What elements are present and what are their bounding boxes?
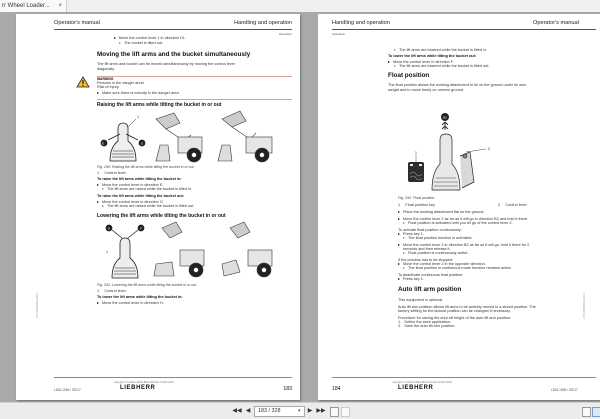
figure-291 xyxy=(96,220,296,280)
result: The lift arms are lowered while the bucket is tilted in. xyxy=(394,48,487,53)
tab-title: rr Wheel Loader... xyxy=(2,3,50,9)
result: The lift arms are lowered while the bucket is tilted out. xyxy=(394,64,489,69)
result: The lift arms are raised while the bucket is tilted in. xyxy=(102,187,192,192)
footer-doc-number: L526-1556 / 39217 xyxy=(551,388,578,392)
svg-text:1: 1 xyxy=(106,250,108,254)
side-document-id: LBH/12345678/EN/2019 xyxy=(583,293,586,319)
svg-text:2: 2 xyxy=(488,147,490,151)
result: Float position is continuously active. xyxy=(403,251,469,256)
tab-bar xyxy=(0,0,600,12)
step: Place the working attachment flat on the ground. xyxy=(398,210,484,215)
subsection-title: To raise the lift arms while tilting the bucket in: xyxy=(97,177,182,181)
last-page-button[interactable]: ▶▶ xyxy=(316,408,326,414)
legend-item: 2 Control lever xyxy=(498,203,527,207)
paragraph: factory setting for the kickout position can be changed if necessary. xyxy=(398,309,511,313)
header-left: Handling and operation xyxy=(332,20,390,26)
warning-text: Risk of injury. xyxy=(97,85,120,89)
step: Move the control lever in direction H. xyxy=(97,301,164,306)
close-tab-icon[interactable]: × xyxy=(58,3,62,9)
single-page-view-icon[interactable] xyxy=(582,407,591,417)
header-left: Operator's manual xyxy=(54,20,100,26)
page-number: 183 xyxy=(283,386,292,392)
figure-290 xyxy=(96,109,296,164)
svg-text:1: 1 xyxy=(137,115,139,119)
page-dropdown-icon[interactable]: ▾ xyxy=(298,408,301,414)
warning-text: Persons in the danger area! xyxy=(97,81,144,85)
svg-text:G: G xyxy=(140,141,144,146)
header-right: Handling and operation xyxy=(234,20,292,26)
heading-raise: Raising the lift arms while tilting the bucket in or out xyxy=(97,102,222,108)
page-number: 184 xyxy=(332,386,341,392)
step: Move the control lever in direction E. xyxy=(97,183,163,188)
svg-text:H: H xyxy=(107,226,111,231)
header-rule xyxy=(332,29,596,30)
loader-illustration-1 xyxy=(156,113,202,162)
liebherr-logo: LIEBHERR xyxy=(398,385,434,391)
paragraph: Auto lift arm position allows lift arms to be actively moved to a stored position. The xyxy=(398,305,536,309)
step: Move the control lever in direction F. xyxy=(388,60,454,65)
paragraph: diagonally. xyxy=(97,67,115,71)
subsection-title: To activate float position continuously: xyxy=(398,228,462,232)
legend-item: 1 Float position key xyxy=(398,203,435,207)
subheader: Operation xyxy=(332,32,346,36)
liebherr-logo: LIEBHERR xyxy=(120,385,156,391)
step: Move the control lever 2 as far as it will go in direction B2 and hold it there. xyxy=(398,217,528,222)
float-key-illustration xyxy=(408,162,424,182)
page-183 xyxy=(16,14,300,400)
heading-lower: Lowering the lift arms while tilting the bucket in or out xyxy=(97,213,226,219)
header-right: Operator's manual xyxy=(533,20,579,26)
paragraph: This equipment is optional. xyxy=(398,298,444,302)
footer-copyright: copyright © Liebherr-Werk Bischofshofen GmbH 2019 xyxy=(114,381,174,384)
loader-illustration-2 xyxy=(218,111,272,162)
footer-rule xyxy=(54,377,292,378)
heading-auto-lift: Auto lift arm position xyxy=(398,286,462,293)
navigation-toolbar xyxy=(0,402,600,419)
first-page-button[interactable]: ◀◀ xyxy=(232,408,242,414)
step: Press key 1. xyxy=(398,232,424,237)
svg-text:F: F xyxy=(140,226,142,231)
subheader: Operation xyxy=(278,32,292,36)
svg-text:1: 1 xyxy=(415,151,417,155)
svg-text:E: E xyxy=(101,141,105,146)
header-rule xyxy=(54,29,292,30)
step: Move the control lever 2 in the opposite direction. xyxy=(398,262,486,267)
step: Press key 1. xyxy=(398,277,424,282)
subsection-title: To raise the lift arms while tilting the bucket out: xyxy=(97,194,185,198)
paragraph: weight and to move freely on uneven ground. xyxy=(388,88,464,92)
result: The float position in continuous mode function remains active. xyxy=(403,266,512,271)
side-document-id: LBH/12345678/EN/2019 xyxy=(36,293,39,319)
numbered-step: 2. Save the auto lift arm position. xyxy=(398,324,456,328)
rotate-alt-icon[interactable] xyxy=(341,407,350,417)
footer-rule xyxy=(332,377,596,378)
figure-292 xyxy=(398,112,508,194)
figure-caption: Fig. 292: Float position xyxy=(398,196,435,200)
result: The float position function is activated. xyxy=(403,236,472,241)
figure-caption: Fig. 291: Lowering the lift arms while tilting the bucket in or out xyxy=(97,283,197,287)
rotate-icon[interactable] xyxy=(330,407,339,417)
subsection-title: To lower the lift arms while tilting the bucket out: xyxy=(388,54,477,58)
two-page-view-icon[interactable] xyxy=(592,407,600,417)
page-184 xyxy=(318,14,600,400)
warning-box xyxy=(97,76,292,100)
result: The bucket is tilted out. xyxy=(119,41,163,46)
figure-caption: Fig. 290: Raising the lift arms while tilting the bucket in or out xyxy=(97,165,194,169)
heading-simultaneous: Moving the lift arms and the bucket simultaneously xyxy=(97,51,251,58)
warning-title: WARNING xyxy=(97,77,114,81)
numbered-step: 1. Define the work application. xyxy=(398,320,451,324)
prev-page-button[interactable]: ◀ xyxy=(245,408,251,414)
document-tab[interactable] xyxy=(0,0,67,12)
subsection-title: To lower the lift arms while tilting the bucket in: xyxy=(97,295,183,299)
warning-icon xyxy=(76,76,90,88)
next-page-button[interactable]: ▶ xyxy=(307,408,313,414)
result: The lift arms are raised while the bucket is tilted out. xyxy=(102,204,194,209)
result: Float position is activated until you let go of the control lever 2. xyxy=(403,221,513,226)
step: Move the control lever 1 in direction D1. xyxy=(114,36,186,41)
heading-float: Float position xyxy=(388,72,430,79)
paragraph: Procedure for saving the shut-off height of the auto lift arm position: xyxy=(398,316,512,320)
control-lever-illustration xyxy=(432,134,474,190)
paragraph: The float position allows the working attachment to lie on the ground under its own xyxy=(388,83,527,87)
footer-copyright: copyright © Liebherr-Werk Bischofshofen GmbH 2019 xyxy=(392,381,452,384)
svg-text:B2: B2 xyxy=(443,115,447,120)
legend-item: 1 Control lever xyxy=(97,289,126,293)
step: Move the control lever in direction G. xyxy=(97,200,164,205)
subsection-title: To deactivate continuous float position: xyxy=(398,273,464,277)
page-number-input[interactable]: 183 / 328 xyxy=(254,406,305,417)
document-viewer[interactable] xyxy=(0,12,600,402)
joystick-illustration xyxy=(101,119,145,161)
warning-action: Make sure there is nobody in the danger area. xyxy=(97,91,180,96)
subsection-title: If the process has to be stopped: xyxy=(398,258,454,262)
paragraph: The lift arms and bucket can be moved simultaneously by moving the control lever xyxy=(97,62,236,66)
legend-item: 1 Control lever xyxy=(97,171,126,175)
step-continued: seconds and then release it. xyxy=(403,247,451,251)
footer-doc-number: L526-1556 / 39217 xyxy=(54,388,81,392)
step: Move the control lever 2 in direction B2 as far as it will go, hold it there for 2 xyxy=(398,243,529,248)
